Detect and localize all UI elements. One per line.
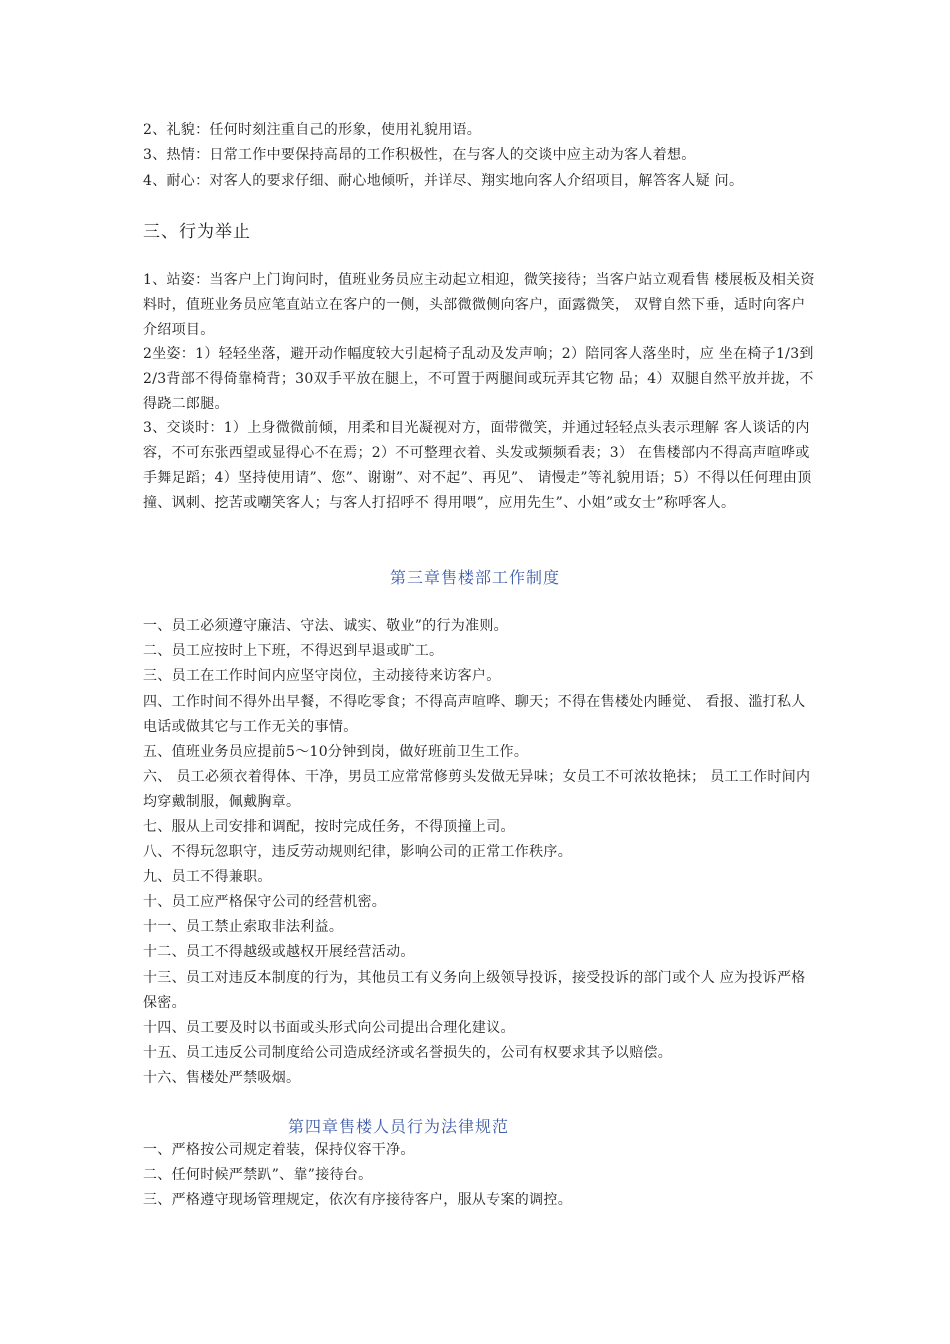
section-title: 三、行为举止	[143, 222, 251, 242]
list-item: 四、工作时间不得外出早餐，不得吃零食；不得高声喧哗、聊天；不得在售楼处内睡觉、 看报、滥打私人电话或做其它与工作无关的事情。	[143, 694, 806, 735]
list-item: 七、服从上司安排和调配，按时完成任务，不得顶撞上司。	[143, 819, 515, 835]
list-item: 八、不得玩忽职守，违反劳动规则纪律，影响公司的正常工作秩序。	[143, 844, 572, 860]
list-item: 十四、员工要及时以书面或头形式向公司提出合理化建议。	[143, 1020, 515, 1036]
list-item: 十、员工应严格保守公司的经营机密。	[143, 894, 387, 910]
list-item: 二、员工应按时上下班，不得迟到早退或旷工。	[143, 643, 444, 659]
list-item: 十二、员工不得越级或越权开展经营活动。	[143, 944, 415, 960]
list-item: 二、任何时候严禁趴”、靠”接待台。	[143, 1167, 373, 1183]
list-item: 十五、员工违反公司制度给公司造成经济或名誉损失的，公司有权要求其予以赔偿。	[143, 1045, 673, 1061]
chapter-title: 第四章售楼人员行为法律规范	[288, 1117, 510, 1136]
list-item: 十三、员工对违反本制度的行为，其他员工有义务向上级领导投诉，接受投诉的部门或个人 应为投诉严格保密。	[143, 970, 806, 1011]
paragraph: 3、交谈时：1）上身微微前倾，用柔和目光凝视对方，面带微笑，并通过轻轻点头表示理解 客人谈话的内容，不可东张西望或显得心不在焉；2）不可整理衣着、头发或频频看表；3） 在售楼部内不得高声喧哗或手舞足蹈；4）坚持使用请”、您”、谢谢”、对不起”、再见”、 请慢走”等礼貌用语；5）不得以任何理由顶撞、讽刺、挖苦或嘲笑客人；与客人打招呼不 得用喂”，应用先生”、小姐”或女士”称呼客人。	[143, 420, 812, 511]
intro-item: 4、耐心：对客人的要求仔细、耐心地倾听，并详尽、翔实地向客人介绍项目，解答客人疑 问。	[143, 173, 744, 189]
list-item: 九、员工不得兼职。	[143, 869, 272, 885]
list-item: 三、严格遵守现场管理规定，依次有序接待客户，服从专案的调控。	[143, 1192, 572, 1208]
paragraph: 1、站姿：当客户上门询问时，值班业务员应主动起立相迎，微笑接待；当客户站立观看售 楼展板及相关资料时，值班业务员应笔直站立在客户的一侧，头部微微侧向客户，面露微笑， 双臂自然下垂，适时向客户介绍项目。	[143, 272, 815, 338]
list-item: 六、 员工必须衣着得体、干净，男员工应常常修剪头发做无异味；女员工不可浓妆艳抹； 员工工作时间内均穿戴制服，佩戴胸章。	[143, 769, 811, 810]
list-item: 十六、售楼处严禁吸烟。	[143, 1070, 301, 1086]
list-item: 一、严格按公司规定着装，保持仪容干净。	[143, 1142, 415, 1158]
paragraph: 2坐姿：1）轻轻坐落，避开动作幅度较大引起椅子乱动及发声响；2）陪同客人落坐时，应 坐在椅子1/3到2/3背部不得倚靠椅背；30双手平放在腿上，不可置于两腿间或玩弄其它物 品；4）双腿自然平放并拢，不得跷二郎腿。	[143, 346, 814, 412]
intro-item: 2、礼貌：任何时刻注重自己的形象，使用礼貌用语。	[143, 122, 482, 138]
list-item: 十一、员工禁止索取非法利益。	[143, 919, 344, 935]
chapter-title: 第三章售楼部工作制度	[389, 568, 560, 587]
intro-item: 3、热情：日常工作中要保持高昂的工作积极性，在与客人的交谈中应主动为客人着想。	[143, 147, 696, 163]
list-item: 五、值班业务员应提前5〜10分钟到岗，做好班前卫生工作。	[143, 744, 529, 760]
list-item: 一、员工必须遵守廉洁、守法、诚实、敬业”的行为准则。	[143, 618, 508, 634]
list-item: 三、员工在工作时间内应坚守岗位，主动接待来访客户。	[143, 668, 501, 684]
